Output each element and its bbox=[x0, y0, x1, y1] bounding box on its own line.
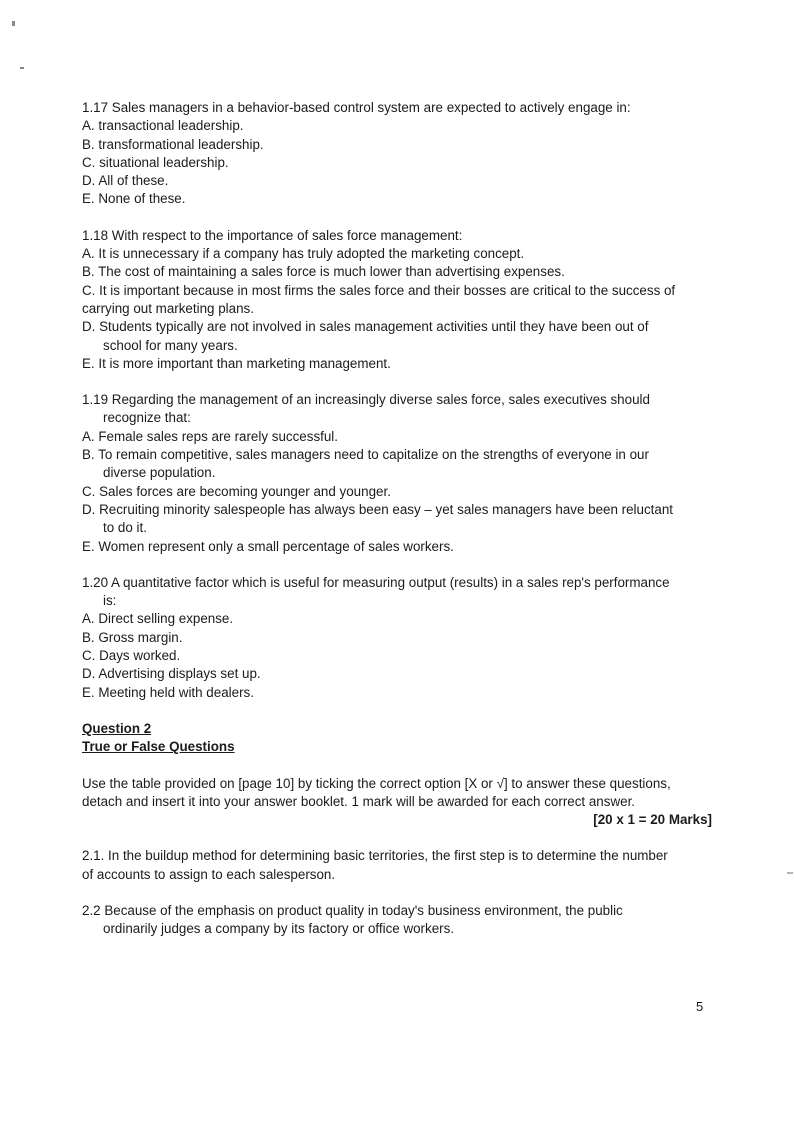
text-line: carrying out marketing plans. bbox=[82, 300, 254, 316]
text-line: E. Meeting held with dealers. bbox=[82, 684, 254, 700]
text-line: A. Female sales reps are rarely successful. bbox=[82, 428, 339, 444]
mcq-question-1.17 bbox=[82, 99, 722, 209]
question2-heading: Question 2 bbox=[82, 720, 152, 736]
text-line: of accounts to assign to each salesperson. bbox=[82, 866, 336, 882]
scan-artifact bbox=[787, 872, 793, 874]
text-line: E. It is more important than marketing management. bbox=[82, 355, 391, 371]
text-line: is: bbox=[103, 593, 117, 609]
text-line: C. Sales forces are becoming younger and younger. bbox=[82, 483, 391, 499]
text-line: C. situational leadership. bbox=[82, 154, 229, 170]
instruction-block bbox=[82, 775, 722, 830]
text-line: E. Women represent only a small percentage of sales workers. bbox=[82, 538, 454, 554]
text-line: A. It is unnecessary if a company has truly adopted the marketing concept. bbox=[82, 246, 525, 262]
text-line: diverse population. bbox=[103, 465, 216, 481]
text-line: recognize that: bbox=[103, 410, 191, 426]
text-line: to do it. bbox=[103, 520, 147, 536]
text-line: ordinarily judges a company by its factory or office workers. bbox=[103, 921, 455, 937]
text-line: 2.1. In the buildup method for determining basic territories, the first step is to determine the number bbox=[82, 848, 668, 864]
tf-statement-2.2 bbox=[82, 902, 722, 939]
mcq-question-1.20 bbox=[82, 574, 722, 702]
text-line: 1.20 A quantitative factor which is useful for measuring output (results) in a sales rep's performance bbox=[82, 574, 670, 590]
text-line: B. transformational leadership. bbox=[82, 136, 264, 152]
mcq-question-1.18 bbox=[82, 227, 722, 373]
text-line: 1.19 Regarding the management of an increasingly diverse sales force, sales executives should bbox=[82, 392, 650, 408]
text-line: D. All of these. bbox=[82, 173, 169, 189]
text-line: A. Direct selling expense. bbox=[82, 611, 234, 627]
text-line: D. Recruiting minority salespeople has always been easy – yet sales managers have been reluctant bbox=[82, 501, 673, 517]
marks-allocation: [20 x 1 = 20 Marks] bbox=[593, 812, 712, 828]
tf-statement-2.1 bbox=[82, 847, 722, 884]
text-line: D. Students typically are not involved in sales management activities until they have been out of bbox=[82, 319, 649, 335]
text-line: A. transactional leadership. bbox=[82, 118, 244, 134]
text-line: school for many years. bbox=[103, 337, 238, 353]
page-number: 5 bbox=[696, 999, 704, 1014]
text-line: 2.2 Because of the emphasis on product quality in today's business environment, the public bbox=[82, 902, 623, 918]
text-line: 1.18 With respect to the importance of sales force management: bbox=[82, 227, 463, 243]
text-line: E. None of these. bbox=[82, 191, 186, 207]
scan-artifact bbox=[20, 67, 24, 69]
exam-content bbox=[82, 99, 722, 957]
question2-heading-block bbox=[82, 720, 722, 757]
true-false-section bbox=[82, 847, 722, 938]
mcq-section bbox=[82, 99, 722, 702]
instruction-line: Use the table provided on [page 10] by ticking the correct option [X or √] to answer these questions, bbox=[82, 775, 671, 791]
instruction-lines bbox=[82, 775, 722, 812]
instruction-line: detach and insert it into your answer booklet. 1 mark will be awarded for each correct answer. bbox=[82, 793, 636, 809]
text-line: D. Advertising displays set up. bbox=[82, 666, 261, 682]
text-line: C. It is important because in most firms the sales force and their bosses are critical to the success of bbox=[82, 282, 676, 298]
mcq-question-1.19 bbox=[82, 391, 722, 556]
question2-subheading: True or False Questions bbox=[82, 739, 235, 755]
text-line: B. The cost of maintaining a sales force is much lower than advertising expenses. bbox=[82, 264, 565, 280]
text-line: C. Days worked. bbox=[82, 648, 181, 664]
text-line: B. Gross margin. bbox=[82, 629, 183, 645]
scan-artifact bbox=[12, 21, 15, 26]
text-line: B. To remain competitive, sales managers need to capitalize on the strengths of everyone in our bbox=[82, 447, 649, 463]
text-line: 1.17 Sales managers in a behavior-based control system are expected to actively engage in: bbox=[82, 100, 631, 115]
